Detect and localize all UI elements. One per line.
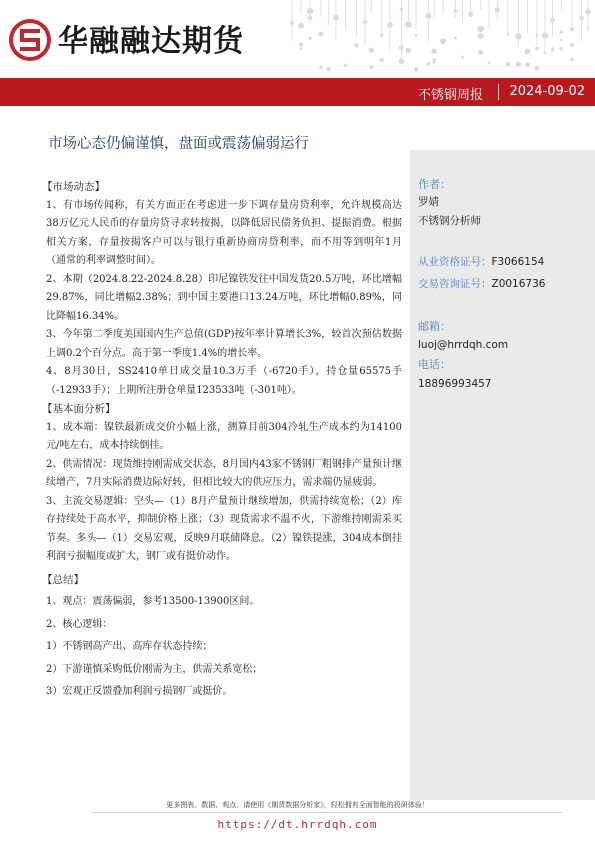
phone-value: 18896993457: [418, 378, 492, 390]
report-headline: 市场心态仍偏谨慎，盘面或震荡偏弱运行: [48, 136, 309, 152]
report-body: [42, 178, 402, 702]
summary-paragraph: 3）宏观正反馈叠加利润亏损钢厂或挺价。: [46, 686, 233, 697]
section-heading-summary: 【总结】: [42, 573, 84, 586]
section-heading-fundamental: 【基本面分析】: [42, 403, 116, 415]
consulting-label: 交易咨询证号：: [418, 278, 492, 290]
brand-name: 华融融达期货: [58, 24, 244, 59]
report-header: [0, 0, 595, 78]
market-paragraph: 2、本期（2024.8.22-2024.8.28）印尼镍铁发往中国发货20.5万吨，环比增幅29.87%，同比增幅2.38%；到中国主要港口13.24万吨，环比增幅0.89%，同比降幅16.34%。: [46, 273, 402, 322]
section-heading-market: 【市场动态】: [42, 181, 105, 193]
summary-paragraph: 1、观点：震荡偏弱，参考13500-13900区间。: [46, 596, 260, 607]
summary-paragraph: 2）下游谨慎采购低价刚需为主，供需关系宽松；: [46, 663, 263, 675]
decorative-dot-pattern: [270, 0, 595, 78]
author-name: 罗婧: [418, 196, 439, 208]
author-title: 不锈钢分析师: [418, 215, 481, 227]
company-logo-icon: [8, 18, 52, 62]
author-label: 作者：: [418, 178, 451, 191]
footer-url-link[interactable]: https://dt.hrrdqh.com: [217, 818, 378, 831]
header-red-bar: [0, 78, 595, 106]
footer-divider: [92, 812, 562, 813]
market-paragraph: 3、今年第二季度美国国内生产总值(GDP)按年率计算增长3%，较首次预估数据上调0.2个百分点。高于第一季度1.4%的增长率。: [46, 329, 402, 359]
header-separator: [498, 84, 499, 100]
footer-note: 更多图表、数据、观点、请使用《期货数据分析家》，轻松拥有全面智能的投研体验！: [166, 801, 429, 809]
report-date: 2024-09-02: [509, 84, 585, 99]
qualification-number: [418, 254, 544, 269]
phone-label: 电话：: [418, 358, 451, 371]
consulting-number: [418, 276, 545, 291]
fundamental-paragraph: 2、供需情况：现货维持刚需成交状态，8月国内43家不锈钢厂粗钢排产量预计继续增产，7月实际消费边际好转，但相比较大的供应压力，需求端仍显疲弱。: [46, 458, 402, 488]
summary-paragraph: 1）不锈钢高产出、高库存状态持续；: [46, 641, 213, 652]
email-value: luoj@hrrdqh.com: [418, 339, 509, 351]
qualification-value: F3066154: [491, 256, 545, 268]
author-sidebar: [410, 150, 595, 800]
fundamental-paragraph: 3、主流交易逻辑：空头—（1）8月产量预计继续增加，供需持续宽松；（2）库存持续处于高水平，抑制价格上涨；（3）现货需求不温不火，下游维持刚需采买节奏。多头—（1）交易宏观，反映9月联储降息。（2）镍铁提涨，304成本倒挂利润亏损幅度或扩大，钢厂或有挺价动作。: [46, 495, 402, 562]
email-label: 邮箱：: [418, 320, 451, 333]
consulting-value: Z0016736: [491, 278, 546, 290]
qualification-label: 从业资格证号：: [418, 256, 492, 268]
fundamental-paragraph: 1、成本端：镍铁最新成交价小幅上涨，测算目前304冷轧生产成本约为14100元/吨左右，成本持续倒挂。: [46, 421, 402, 451]
market-paragraph: 1、有市场传闻称，有关方面正在考虑进一步下调存量房贷利率，允许规模高达38万亿元人民币的存量房贷寻求转按揭，以降低居民债务负担、提振消费。根据相关方案，存量按揭客户可以与银行重新协商房贷利率，而不用等到明年1月（通常的利率调整时间）。: [46, 199, 402, 266]
summary-paragraph: 2、核心逻辑：: [46, 618, 113, 630]
market-paragraph: 4、8月30日，SS2410单日成交量10.3万手（-6720手），持仓量65575手（-12933手）；上期所注册仓单量123533吨（-301吨）。: [46, 366, 402, 396]
report-type: 不锈钢周报: [417, 88, 483, 103]
